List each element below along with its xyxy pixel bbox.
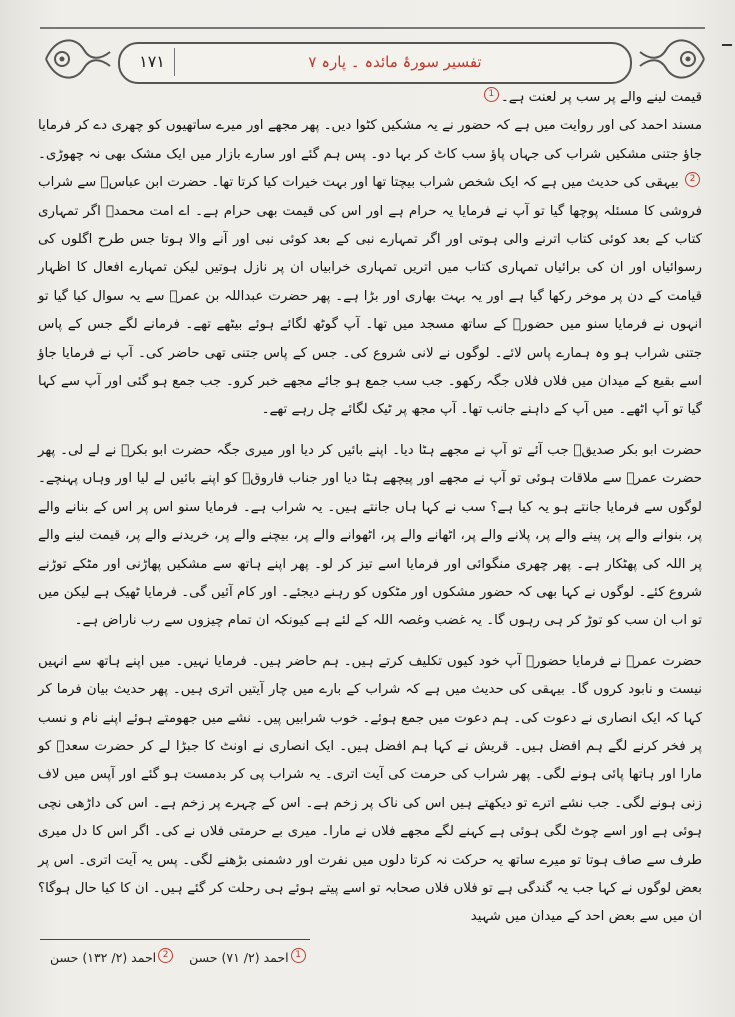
opening-line-text: قیمت لینے والے پر سب پر لعنت ہے۔ bbox=[500, 90, 702, 105]
left-ornament-icon bbox=[40, 30, 118, 88]
running-head: تفسیر سورۂ مائدہ ۔ پارہ ۷ bbox=[308, 53, 482, 71]
footnote-ref-1: 1 bbox=[484, 87, 499, 102]
paragraph-2: حضرت ابو بکر صدیقؓ جب آئے تو آپ نے مجھے ہٹا دیا۔ اپنے بائیں کر دیا اور میری جگہ حضرت ابو بکرؓ نے لے لی۔ پھر حضرت عمرؓ سے ملاقات ہوئی تو آپ نے مجھے اور پیچھے ہٹا دیا اور جناب فاروقؓ کو اپنے بائیں لے لیا اور وہاں پہنچے۔ لوگوں سے فرمایا جانتے ہو یہ کیا ہے؟ سب نے کہا ہاں جانتے ہیں۔ یہ شراب ہے۔ فرمایا سنو اس پر اس کے بنانے والے پر، بنوانے والے پر، پینے والے پر، پلانے والے پر، اٹھانے والے پر، اٹھوانے والے پر، بیچنے والے پر، خریدنے والے پر، قیمت لینے والے پر اللہ کی پھٹکار ہے۔ پھر چھری منگوائی اور فرمایا اسے تیز کر لو۔ پھر اپنے ہاتھ سے مشکیں پھاڑنی اور مٹکے توڑنے شروع کئے۔ لوگوں نے کہا بھی کہ حضور مشکوں اور مٹکوں کو رہنے دیجئے۔ اور کام آئیں گی۔ فرمایا ٹھیک ہے لیکن میں تو اب ان سب کو توڑ کر ہی رہوں گا۔ یہ غضب وغصہ اللہ کے لئے ہے کیونکہ ان تمام چیزوں سے رب ناراض ہے۔ bbox=[38, 442, 702, 629]
footnote-rule bbox=[40, 939, 310, 940]
footnote-2-marker: 2 bbox=[158, 948, 173, 963]
paragraph-1-text: مسند احمد کی اور روایت میں ہے کہ حضور نے یہ مشکیں کٹوا دیں۔ پھر مجھے اور میرے ساتھیوں کو چھری دے کر فرمایا جاؤ جتنی مشکیں شراب کی جہاں پاؤ سب کاٹ کر بہا دو۔ پس ہم گئے اور سارے بازار میں ایک مشک بھی نہ چھوڑی۔ bbox=[38, 118, 702, 162]
top-rule bbox=[40, 27, 705, 29]
footnote-1-marker: 1 bbox=[291, 948, 306, 963]
paragraph-1b-text: بیہقی کی حدیث میں ہے کہ ایک شخص شراب بیچتا تھا اور بہت خیرات کیا کرتا تھا۔ حضرت ابن عباسؓ سے شراب فروشی کا مسئلہ پوچھا گیا تو آپ نے فرمایا یہ حرام ہے اور اس کی قیمت بھی حرام ہے۔ اے امت محمدؐ اگر تمہاری کتاب کے بعد کوئی کتاب اترنے والی ہوتی اور اگر تمہارے نبی کے بعد کوئی نبی اور آنے والا ہوتا جس طرح اگلوں کی رسوائیاں اور ان کی برائیاں تمہاری کتاب میں اتریں تمہاری خرابیاں ان پر نازل ہوتیں لیکن تمہارے افعال کا اظہار قیامت کے دن پر موخر رکھا گیا ہے اور یہ بہت بھاری اور بڑا ہے۔ پھر حضرت عبداللہ بن عمرؓ سے یہ سوال کیا گیا تو انہوں نے فرمایا سنو میں حضورؐ کے ساتھ مسجد میں تھا۔ آپ گوٹھ لگائے ہوئے بیٹھے تھے۔ فرمانے لگے جس کے پاس جتنی شراب ہو وہ ہمارے پاس لائے۔ لوگوں نے لانی شروع کی۔ جس کے پاس جتنی تھی حاضر کی۔ آپ نے فرمایا جاؤ اسے بقیع کے میدان میں فلاں فلاں جگہ رکھو۔ جب سب جمع ہو جائے مجھے خبر کرو۔ جب جمع ہو گئی اور آپ سے کہا گیا تو آپ اٹھے۔ میں آپ کے داہنے جانب تھا۔ آپ مجھ پر ٹیک لگائے چل رہے تھے۔ bbox=[38, 175, 702, 418]
header-cartouche bbox=[118, 42, 632, 84]
paragraph-3: حضرت عمرؓ نے فرمایا حضورؐ آپ خود کیوں تکلیف کرتے ہیں۔ ہم حاضر ہیں۔ فرمایا نہیں۔ میں اپنے ہاتھ سے انہیں نیست و نابود کروں گا۔ بیہقی کی حدیث میں ہے کہ شراب کے بارے میں چار آیتیں اتری ہیں۔ پھر حدیث بیان فرما کر کہا کہ ایک انصاری نے دعوت کی۔ ہم دعوت میں جمع ہوئے۔ خوب شرابیں پیں۔ نشے میں جھومتے ہوئے اپنے نام و نسب پر فخر کرنے لگے ہم افضل ہیں۔ قریش نے کہا ہم افضل ہیں۔ ایک انصاری نے اونٹ کا جبڑا لے کر حضرت سعدؓ کو مارا اور ہاتھا پائی ہونے لگی۔ پھر شراب کی حرمت کی آیت اتری۔ یہ شراب پی کر بدمست ہو گئے اور آپس میں لاف زنی ہونے لگی۔ جب نشے اترے تو دیکھتے ہیں اس کی ناک پر زخم ہے۔ اس کے چہرے پر زخم ہے۔ اس کی داڑھی نچی ہوئی ہے اور اسے چوٹ لگی ہوئی ہے کہنے لگے مجھے فلاں نے مارا۔ میری بے حرمتی فلاں نے کی۔ اگر اس کا دل میری طرف سے صاف ہوتا تو میرے ساتھ یہ حرکت نہ کرتا دلوں میں نفرت اور دشمنی بڑھنے لگی۔ پس یہ آیت اتری۔ اس پر بعض لوگوں نے کہا جب یہ گندگی ہے تو فلاں فلاں صحابہ تو اسے پیتے ہوئے ہی رحلت کر گئے ہیں۔ ان کا کیا حال ہوگا؟ ان میں سے بعض احد کے میدان میں شہید bbox=[38, 653, 702, 925]
opening-line bbox=[38, 84, 702, 112]
footnote-1-text: احمد (۲/ ۷۱) حسن bbox=[189, 950, 289, 965]
body-text bbox=[38, 84, 702, 924]
edge-mark bbox=[722, 44, 732, 46]
right-ornament-icon bbox=[632, 30, 710, 88]
paragraph-1 bbox=[38, 112, 702, 424]
footnote-1 bbox=[189, 946, 307, 970]
footnote-ref-2: 2 bbox=[685, 172, 700, 187]
footnote-2-text: احمد (۲/ ۱۳۲) حسن bbox=[50, 950, 157, 965]
footnote-2 bbox=[50, 946, 175, 970]
page-header bbox=[40, 30, 710, 90]
page-number: ۱۷۱ bbox=[130, 48, 175, 76]
footnotes bbox=[40, 946, 460, 972]
